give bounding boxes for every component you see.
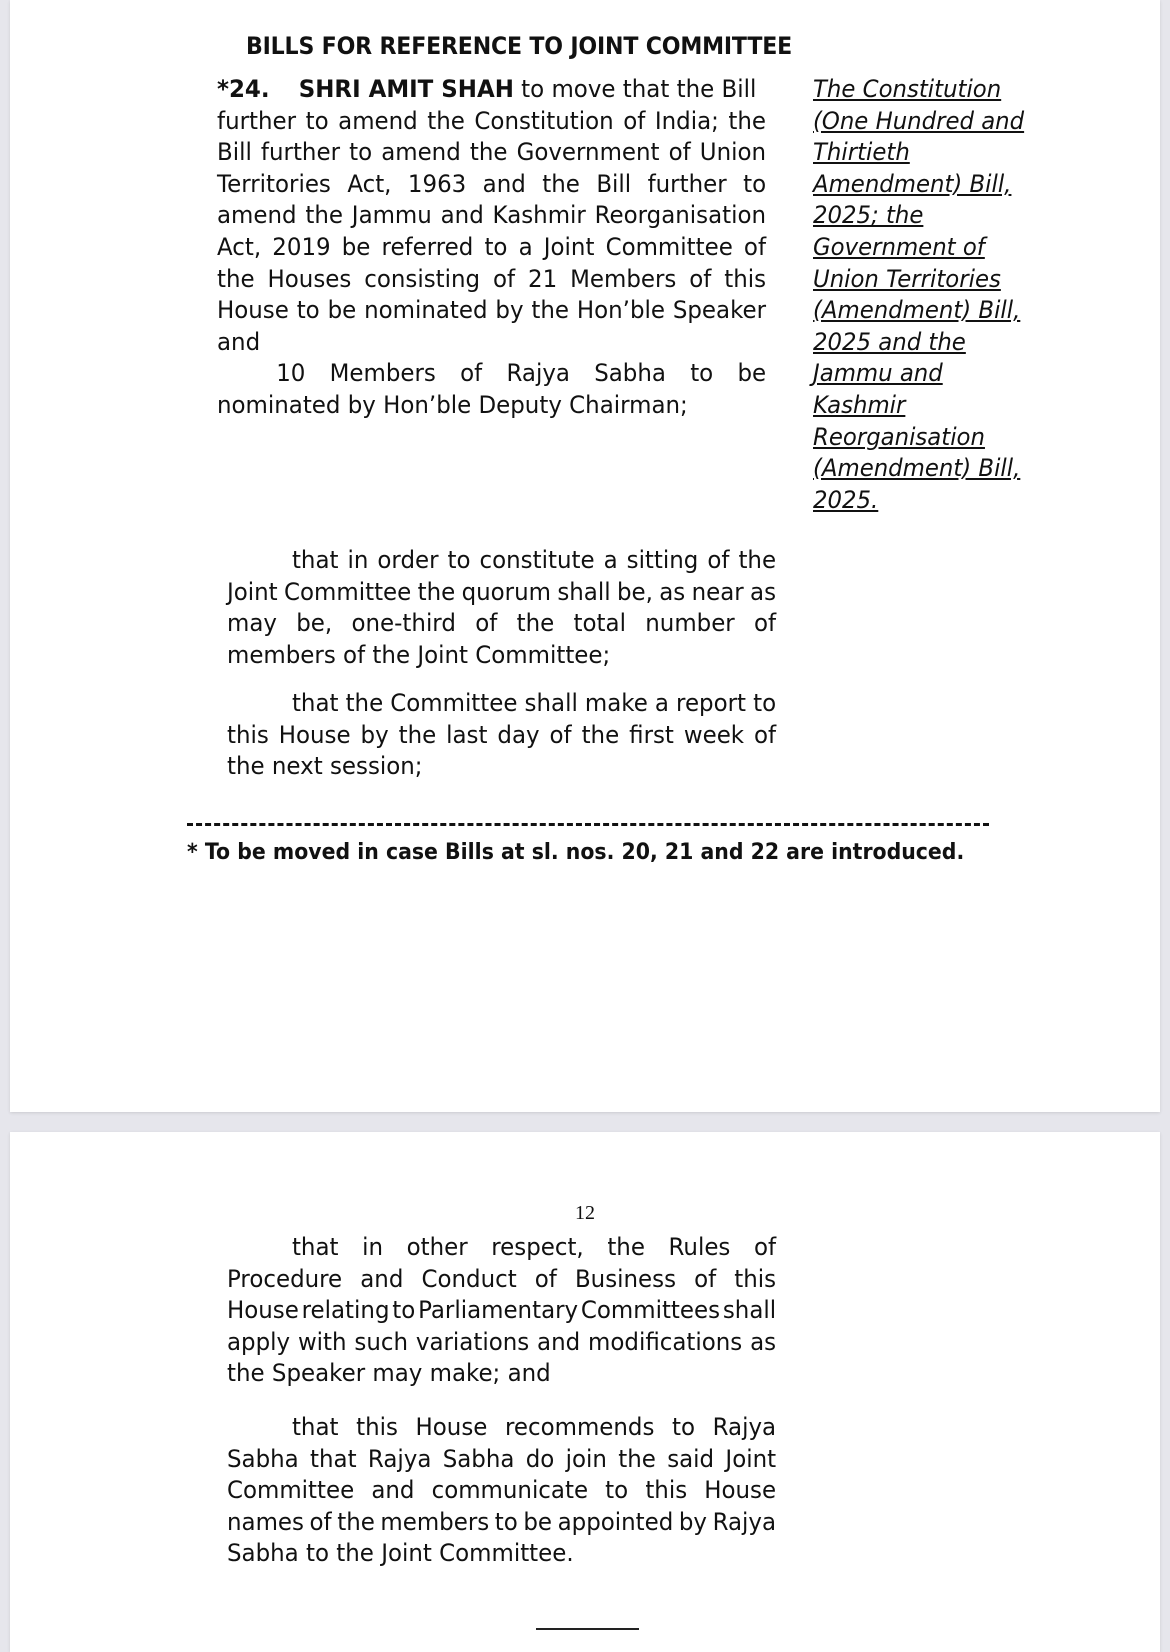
word: and: [537, 1327, 581, 1356]
word: Rajya: [712, 1507, 777, 1536]
word: constitute: [479, 546, 595, 574]
word: further: [217, 106, 297, 135]
word: further: [647, 169, 727, 198]
word: near: [691, 577, 744, 606]
word: do: [525, 1444, 555, 1473]
mover-name: SHRI AMIT SHAH: [298, 75, 514, 103]
word: apply: [227, 1327, 291, 1356]
word: Houses: [267, 264, 352, 293]
word: a: [518, 232, 533, 261]
word: and: [440, 201, 484, 230]
word: Speaker: [672, 296, 767, 325]
word: may: [227, 609, 277, 638]
word: to: [392, 1296, 416, 1325]
recommend-paragraph: [227, 1412, 802, 1570]
text-line: [227, 1444, 776, 1476]
word: the: [531, 296, 570, 325]
bill-title-line: (Amendment) Bill,: [813, 454, 1021, 483]
text-line: [227, 751, 776, 783]
word: House: [704, 1476, 777, 1505]
word: Joint: [543, 232, 595, 261]
word: the: [607, 1233, 645, 1261]
motion-lines: [217, 106, 792, 422]
text-line: [217, 358, 766, 390]
word: the: [398, 720, 437, 749]
quorum-paragraph: [227, 545, 802, 671]
word: Joint: [725, 1444, 777, 1473]
word: of: [549, 720, 572, 749]
word: such: [354, 1327, 409, 1356]
word: as: [750, 1327, 777, 1356]
word: to: [605, 1476, 629, 1505]
document-page-2: [10, 1132, 1160, 1652]
text-line: [227, 720, 776, 752]
text-line: [227, 1232, 776, 1264]
word: shall: [524, 689, 578, 717]
word: Act,: [347, 169, 392, 198]
word: to: [349, 138, 373, 167]
word: Territories: [217, 169, 331, 198]
word: to: [484, 232, 508, 261]
word: Sabha to the Joint Committee.: [227, 1539, 574, 1568]
word: a: [654, 689, 669, 717]
word: Bill: [596, 169, 632, 198]
word: of: [309, 1507, 332, 1536]
word: that: [291, 1233, 339, 1261]
text-line: [217, 106, 766, 138]
word: respect,: [491, 1233, 584, 1261]
document-page-1: [10, 0, 1160, 1112]
bill-title-line: Government of: [813, 232, 985, 261]
word: appointed: [557, 1507, 674, 1536]
word: quorum: [461, 577, 551, 606]
word: consisting: [364, 264, 481, 293]
word: that: [291, 689, 339, 717]
word: members of the Joint Committee;: [227, 640, 611, 669]
word: of: [689, 264, 712, 293]
word: the: [345, 689, 384, 717]
word: that: [291, 1413, 339, 1441]
word: number: [645, 609, 735, 638]
word: the: [618, 1444, 656, 1473]
footnote: * To be moved in case Bills at sl. nos. 20, 21 and 22 are introduced.: [187, 840, 965, 865]
word: as: [750, 577, 777, 606]
word: names: [227, 1507, 304, 1536]
word: the: [337, 1507, 375, 1536]
word: Rajya: [712, 1413, 777, 1441]
text-line: [217, 232, 766, 264]
word: and: [482, 169, 526, 198]
word: total: [573, 609, 626, 638]
word: one-third: [351, 609, 456, 638]
text-line: [217, 327, 766, 359]
text-line: [227, 608, 776, 640]
bill-title-line: Union Territories: [813, 264, 1001, 293]
word: this: [724, 264, 767, 293]
word: by: [360, 720, 389, 749]
word: of: [743, 232, 767, 261]
word: order: [377, 546, 439, 574]
word: amend: [338, 106, 418, 135]
word: be: [737, 359, 767, 388]
word: by: [678, 1507, 707, 1536]
text-line: [227, 1412, 776, 1444]
bill-title-line: Reorganisation: [813, 422, 985, 451]
word: to: [305, 106, 329, 135]
word: be: [341, 232, 371, 261]
text-line: [217, 264, 766, 296]
word: in: [362, 1233, 383, 1261]
word: the: [469, 138, 508, 167]
word: India;: [654, 106, 719, 135]
word: Procedure: [227, 1264, 343, 1293]
word: Parliamentary: [418, 1296, 579, 1325]
word: shall: [722, 1296, 777, 1325]
word: Hon’ble: [576, 296, 665, 325]
text-line: [227, 1475, 776, 1507]
bill-title-line: (One Hundred and: [813, 106, 1025, 135]
text-line: [227, 688, 776, 720]
word: make: [584, 689, 648, 717]
bill-title-line: Kashmir: [813, 390, 906, 419]
word: of: [623, 106, 646, 135]
text-line: [227, 1327, 776, 1359]
text-line: [227, 545, 776, 577]
word: Sabha: [227, 1444, 299, 1473]
word: be,: [616, 577, 653, 606]
word: a: [603, 546, 618, 574]
word: Jammu: [351, 201, 432, 230]
word: said: [667, 1444, 715, 1473]
word: by: [495, 296, 524, 325]
word: this: [356, 1413, 398, 1441]
word: the: [728, 106, 767, 135]
text-line: [227, 1358, 776, 1390]
word: to: [690, 359, 714, 388]
word: this: [227, 720, 269, 749]
text-line: [217, 390, 766, 422]
word: the: [738, 546, 777, 574]
word: Rules: [668, 1233, 731, 1261]
bill-title-line: (Amendment) Bill,: [813, 296, 1021, 325]
word: of: [754, 720, 777, 749]
word: be: [523, 1507, 553, 1536]
text-line: [227, 1507, 776, 1539]
word: the: [516, 609, 555, 638]
word: to: [447, 546, 471, 574]
word: 2019: [272, 232, 331, 261]
text-line: [227, 1295, 776, 1327]
word: of: [694, 1264, 717, 1293]
word: with: [297, 1327, 347, 1356]
rules-paragraph: [227, 1232, 802, 1390]
word: Bill: [217, 138, 252, 167]
word: of: [753, 1233, 777, 1261]
word: nominated by Hon’ble Deputy Chairman;: [217, 390, 688, 419]
word: the: [417, 577, 456, 606]
word: communicate: [431, 1476, 589, 1505]
word: Committee: [227, 1476, 355, 1505]
word: and: [360, 1264, 404, 1293]
word: Rajya: [506, 359, 570, 388]
word: 1963: [407, 169, 467, 198]
report-paragraph: [227, 688, 802, 783]
word: relating: [301, 1296, 390, 1325]
word: to: [494, 1507, 518, 1536]
word: Sabha: [594, 359, 666, 388]
word: Members: [329, 359, 436, 388]
word: Union: [699, 138, 767, 167]
word: Act,: [217, 232, 262, 261]
word: Committees: [580, 1296, 721, 1325]
separator-line: [187, 823, 989, 826]
word: of: [475, 609, 498, 638]
word: and: [371, 1476, 415, 1505]
text-line: [227, 640, 776, 672]
word: Conduct: [421, 1264, 517, 1293]
bill-title-line: Thirtieth: [813, 138, 910, 167]
word: that: [310, 1444, 357, 1473]
word: Constitution: [474, 106, 614, 135]
motion-first-line: [217, 74, 766, 106]
word: sitting: [626, 546, 699, 574]
word: Government: [516, 138, 660, 167]
text-line: [227, 1264, 776, 1296]
word: Committee: [605, 232, 733, 261]
word: this: [645, 1476, 688, 1505]
word: 21: [528, 264, 558, 293]
text-line: [227, 577, 776, 609]
word: the: [542, 169, 580, 198]
word: House: [415, 1413, 488, 1441]
word: be,: [296, 609, 333, 638]
word: variations: [415, 1327, 530, 1356]
word: amend: [381, 138, 461, 167]
word: other: [406, 1233, 468, 1261]
word: to: [296, 296, 320, 325]
word: the: [217, 264, 255, 293]
word: that: [291, 546, 339, 574]
text-line: [217, 169, 766, 201]
word: recommends: [504, 1413, 655, 1441]
word: the: [305, 201, 343, 230]
word: this: [734, 1264, 777, 1293]
word: and: [217, 327, 261, 356]
word: be: [327, 296, 357, 325]
word: further: [260, 138, 340, 167]
bill-title-line: Jammu and: [813, 359, 943, 388]
bill-title-line: 2025.: [813, 485, 879, 514]
word: Committee: [284, 577, 412, 606]
word: modifications: [588, 1327, 743, 1356]
word: join: [565, 1444, 607, 1473]
bill-title-line: 2025 and the: [813, 327, 966, 356]
word: House: [217, 296, 289, 325]
word: House: [278, 720, 351, 749]
word: of: [492, 264, 516, 293]
word: of: [460, 359, 483, 388]
word: Committee: [390, 689, 518, 717]
word: the: [427, 106, 465, 135]
word: the: [581, 720, 620, 749]
bill-title-line: The Constitution: [813, 75, 1002, 103]
word: first: [629, 720, 674, 749]
word: report: [676, 689, 747, 717]
word: to: [743, 169, 767, 198]
word: last: [446, 720, 488, 749]
word: to: [672, 1413, 696, 1441]
word: Joint: [227, 577, 278, 606]
word: nominated: [364, 296, 488, 325]
word: referred: [381, 232, 474, 261]
word: Members: [570, 264, 677, 293]
word: members: [380, 1507, 490, 1536]
end-rule: [536, 1628, 639, 1630]
bill-titles: [813, 74, 1035, 516]
text-line: [217, 295, 766, 327]
motion-text-fragment: to move that the Bill: [513, 75, 757, 103]
motion-text: [217, 74, 792, 422]
text-line: [217, 137, 766, 169]
word: to: [753, 689, 777, 717]
word: the next session;: [227, 752, 423, 781]
word: Rajya: [367, 1444, 432, 1473]
word: as: [659, 577, 686, 606]
item-number: *24.: [217, 75, 270, 103]
text-line: [217, 200, 766, 232]
word: in: [347, 546, 369, 574]
bill-title-line: 2025; the: [813, 201, 924, 230]
word: shall: [557, 577, 611, 606]
word: Kashmir: [492, 201, 586, 230]
word: the Speaker may make; and: [227, 1359, 551, 1388]
word: of: [668, 138, 691, 167]
section-heading: BILLS FOR REFERENCE TO JOINT COMMITTEE: [246, 32, 792, 60]
word: of: [754, 609, 777, 638]
word: Business: [574, 1264, 677, 1293]
word: of: [534, 1264, 557, 1293]
word: 10: [276, 359, 306, 388]
word: Reorganisation: [594, 201, 767, 230]
word: week: [683, 720, 745, 749]
word: amend: [217, 201, 297, 230]
word: day: [497, 720, 540, 749]
word: Sabha: [442, 1444, 515, 1473]
word: of: [707, 546, 730, 574]
text-line: [227, 1538, 776, 1570]
bill-title-line: Amendment) Bill,: [813, 169, 1012, 198]
word: House: [227, 1296, 299, 1325]
page-number: 12: [575, 1202, 595, 1224]
